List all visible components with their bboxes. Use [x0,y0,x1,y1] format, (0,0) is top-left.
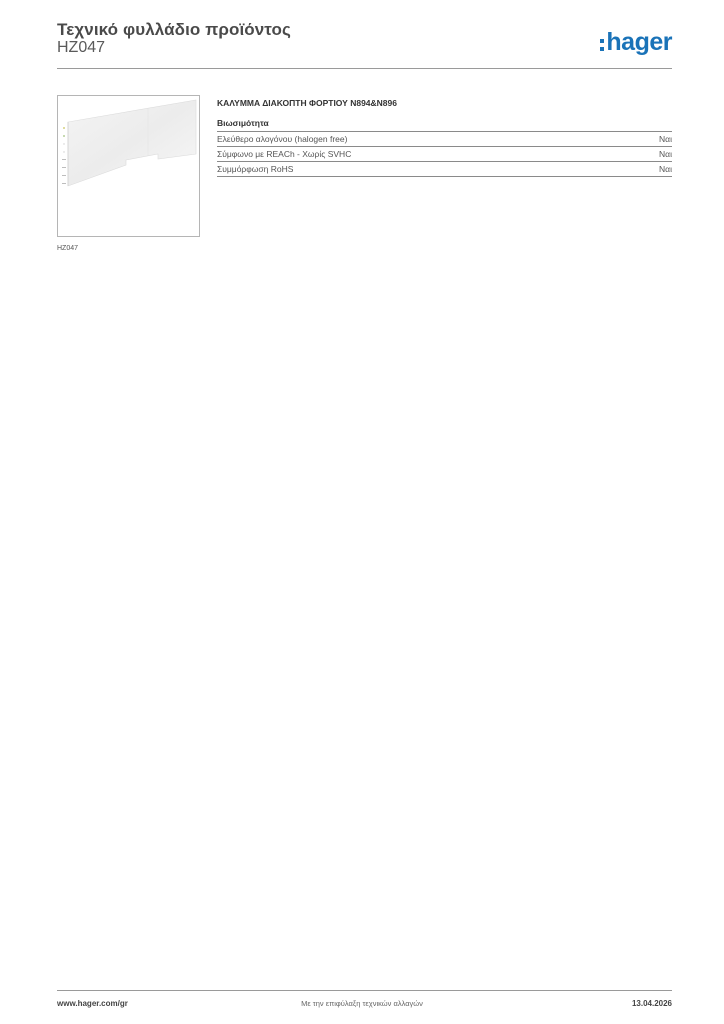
logo-text: hager [606,28,672,56]
property-label: Ελεύθερο αλογόνου (halogen free) [217,134,348,144]
cover-plate-illustration [58,96,199,236]
footer-divider [57,990,672,991]
property-value: Ναι [659,149,672,159]
product-name: ΚΑΛΥΜΜΑ ΔΙΑΚΟΠΤΗ ΦΟΡΤΙΟΥ N894&N896 [217,98,397,108]
footer-website-link[interactable]: www.hager.com/gr [57,999,128,1008]
table-row [217,162,672,177]
logo-dots-icon [600,39,604,51]
property-label: Σύμφωνο με REACh - Χωρίς SVHC [217,149,352,159]
property-label: Συμμόρφωση RoHS [217,164,294,174]
product-code: HZ047 [57,39,106,56]
header-divider [57,68,672,69]
sustainability-table [217,131,672,177]
table-row [217,147,672,162]
product-image [57,95,200,237]
document-title: Τεχνικό φυλλάδιο προϊόντος [57,20,291,39]
table-row [217,132,672,147]
property-value: Ναι [659,164,672,174]
hager-logo [600,28,672,57]
sustainability-heading: Βιωσιμότητα [217,118,269,128]
property-value: Ναι [659,134,672,144]
footer-disclaimer: Με την επιφύλαξη τεχνικών αλλαγών [301,999,423,1008]
image-caption: HZ047 [57,245,79,252]
footer-date: 13.04.2026 [631,999,672,1008]
